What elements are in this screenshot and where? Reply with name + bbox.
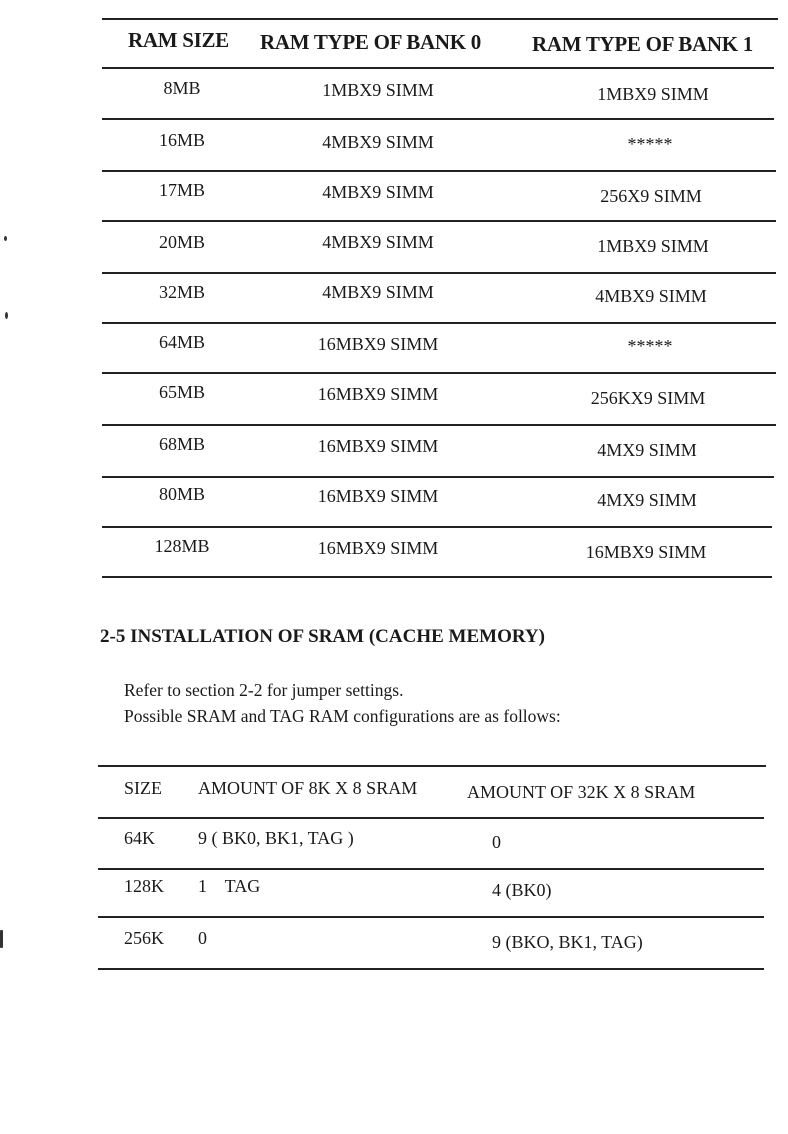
bank1-cell: *****: [627, 134, 673, 154]
ram-size-cell: 68MB: [158, 434, 206, 454]
ram-size-cell: 64MB: [158, 332, 206, 352]
sram-8k-cell: 9 ( BK0, BK1, TAG ): [198, 828, 354, 848]
row-rule: [98, 916, 764, 918]
bank0-cell: 4MBX9 SIMM: [322, 182, 434, 202]
row-rule: [102, 372, 776, 374]
row-rule: [102, 424, 776, 426]
scan-speck: [4, 236, 7, 241]
scan-speck: [0, 930, 3, 948]
ram-size-cell: 8MB: [163, 78, 201, 98]
row-rule: [102, 322, 776, 324]
ram-size-cell: 32MB: [158, 282, 206, 302]
header-rule: [98, 817, 764, 819]
header-bank-0: RAM TYPE OF BANK 0: [260, 30, 481, 54]
bank0-cell: 4MBX9 SIMM: [322, 282, 434, 302]
bank1-cell: 16MBX9 SIMM: [585, 542, 707, 562]
section-title: 2-5 INSTALLATION OF SRAM (CACHE MEMORY): [100, 626, 545, 647]
instruction-text: Possible SRAM and TAG RAM configurations are as follows:: [124, 706, 561, 726]
bank0-cell: 16MBX9 SIMM: [317, 384, 439, 404]
ram-size-cell: 20MB: [158, 232, 206, 252]
bank0-cell: 4MBX9 SIMM: [322, 232, 434, 252]
bank1-cell: 4MX9 SIMM: [597, 490, 697, 510]
bank0-cell: 1MBX9 SIMM: [322, 80, 434, 100]
table-bottom-rule: [102, 576, 772, 578]
instruction-text: Refer to section 2-2 for jumper settings.: [124, 680, 404, 700]
bank0-cell: 4MBX9 SIMM: [322, 132, 434, 152]
ram-size-cell: 80MB: [158, 484, 206, 504]
row-rule: [102, 118, 774, 120]
bank1-cell: 1MBX9 SIMM: [597, 236, 709, 256]
sram-32k-cell: 9 (BKO, BK1, TAG): [492, 932, 643, 952]
header-bank-1: RAM TYPE OF BANK 1: [532, 32, 753, 56]
bank0-cell: 16MBX9 SIMM: [317, 334, 439, 354]
size-cell: 128K: [124, 876, 164, 896]
sram-32k-cell: 0: [492, 832, 501, 852]
table-top-rule: [98, 765, 766, 767]
bank0-cell: 16MBX9 SIMM: [317, 538, 439, 558]
table-top-rule: [102, 18, 778, 20]
row-rule: [98, 868, 764, 870]
table-bottom-rule: [98, 968, 764, 970]
bank1-cell: 256X9 SIMM: [600, 186, 702, 206]
row-rule: [102, 272, 776, 274]
bank1-cell: 4MBX9 SIMM: [595, 286, 707, 306]
bank1-cell: 4MX9 SIMM: [597, 440, 697, 460]
size-cell: 64K: [124, 828, 155, 848]
bank1-cell: 256KX9 SIMM: [590, 388, 706, 408]
scan-speck: [5, 312, 8, 319]
ram-size-cell: 16MB: [158, 130, 206, 150]
ram-size-cell: 128MB: [154, 536, 210, 556]
bank0-cell: 16MBX9 SIMM: [317, 436, 439, 456]
bank1-cell: *****: [627, 336, 673, 356]
header-size: SIZE: [124, 778, 162, 798]
row-rule: [102, 220, 776, 222]
header-ram-size: RAM SIZE: [128, 28, 229, 52]
ram-size-cell: 65MB: [158, 382, 206, 402]
sram-8k-cell: 1 TAG: [198, 876, 261, 896]
bank1-cell: 1MBX9 SIMM: [597, 84, 709, 104]
header-8k-sram: AMOUNT OF 8K X 8 SRAM: [198, 778, 418, 798]
size-cell: 256K: [124, 928, 164, 948]
bank0-cell: 16MBX9 SIMM: [317, 486, 439, 506]
sram-8k-cell: 0: [198, 928, 207, 948]
row-rule: [102, 526, 772, 528]
header-32k-sram: AMOUNT OF 32K X 8 SRAM: [467, 782, 696, 802]
header-rule: [102, 67, 774, 69]
row-rule: [102, 476, 774, 478]
row-rule: [102, 170, 776, 172]
ram-size-cell: 17MB: [158, 180, 206, 200]
sram-32k-cell: 4 (BK0): [492, 880, 552, 900]
